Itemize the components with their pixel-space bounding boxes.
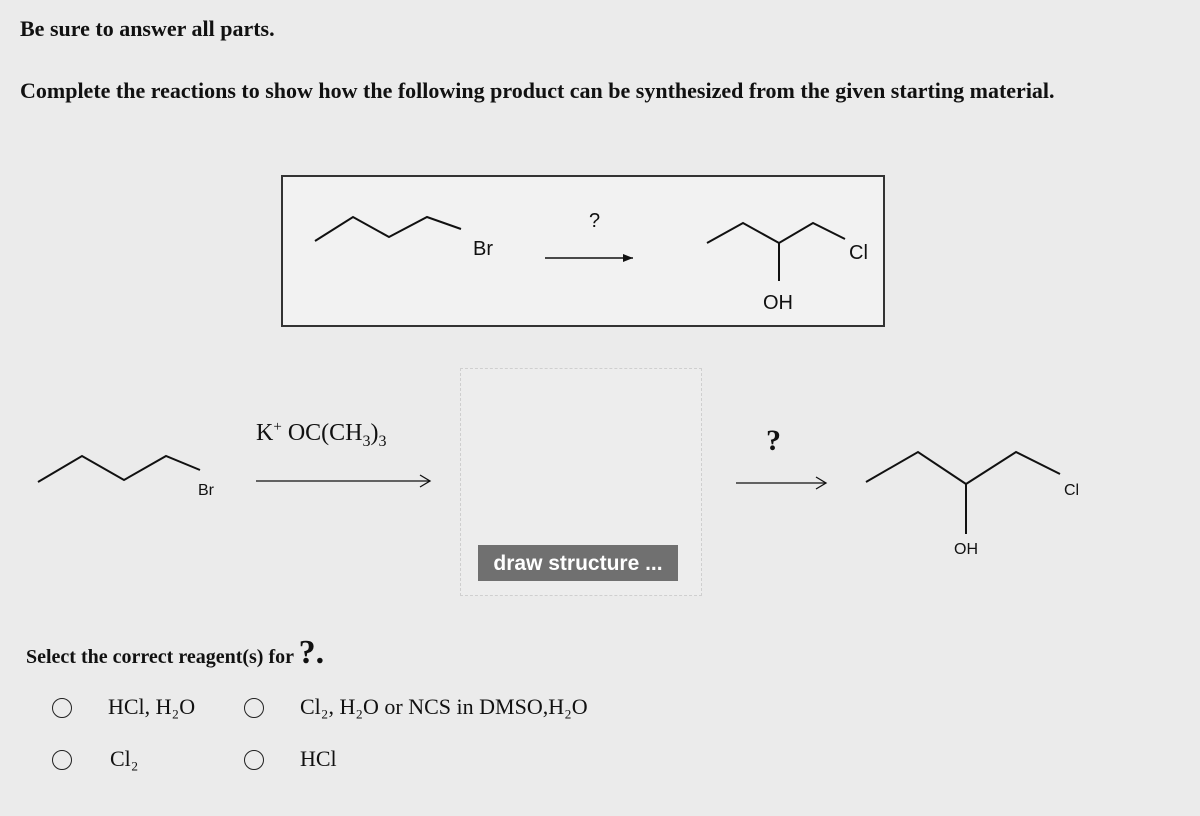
option-hcl-h2o-label[interactable]: HCl, H₂O (108, 694, 196, 719)
product-oh-label: OH (763, 292, 793, 314)
prompt-question-mark: ? (298, 634, 316, 671)
reagent2-question: ? (766, 424, 781, 457)
instruction-answer-all: Be sure to answer all parts. (20, 16, 275, 41)
prompt-period: . (315, 634, 325, 671)
option-hcl-radio[interactable] (244, 750, 264, 770)
instruction-task: Complete the reactions to show how the following product can be synthesized from the given starting material. (20, 78, 1055, 103)
final-product-cl-label: Cl (1064, 482, 1080, 499)
scheme-arrow-question: ? (589, 210, 601, 232)
select-reagent-prompt (26, 634, 324, 672)
draw-structure-button[interactable]: draw structure ... (478, 545, 678, 581)
prompt-text: Select the correct reagent(s) for (26, 646, 294, 668)
product-cl-label: Cl (849, 242, 868, 264)
option-cl2-label[interactable]: Cl₂ (110, 746, 139, 771)
option-cl2-radio[interactable] (52, 750, 72, 770)
start-br-label: Br (198, 482, 214, 499)
option-cl2-h2o-ncs-radio[interactable] (244, 698, 264, 718)
reagent1-label: K+ $OC(CH_3)_3$ (256, 419, 387, 450)
option-hcl-label[interactable]: HCl (300, 746, 337, 771)
start-skeleton (38, 456, 200, 482)
final-product-skeleton (866, 452, 1060, 484)
reactant-br-label: Br (473, 238, 493, 260)
final-product-oh-label: OH (954, 541, 978, 558)
option-cl2-h2o-ncs-label[interactable]: Cl₂, H₂O or NCS in DMSO,H₂O (300, 694, 588, 719)
option-hcl-h2o-radio[interactable] (52, 698, 72, 718)
